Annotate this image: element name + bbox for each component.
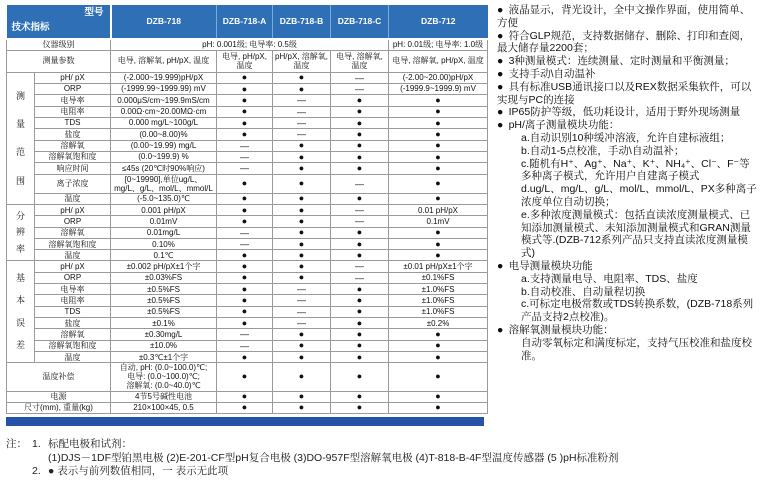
feature-text: b.自动校准、自动量程切换 — [521, 285, 646, 298]
not-available-dash: — — [331, 272, 389, 283]
spec-value: ±1.0%FS — [389, 284, 488, 295]
spec-value: 0.01mV — [111, 216, 217, 227]
same-value-dot: ● — [389, 193, 488, 204]
row-label: 电导率 — [35, 95, 111, 106]
spec-value: ±0.1%FS — [389, 272, 488, 283]
row-label: 溶解氧 — [35, 329, 111, 340]
notes — [6, 438, 758, 480]
same-value-dot: ● — [273, 329, 331, 340]
table-row — [7, 306, 488, 317]
not-available-dash: — — [217, 329, 273, 340]
corner-label-tech-specs: 技术指标 — [11, 22, 50, 34]
same-value-dot: ● — [217, 261, 273, 272]
row-label: 溶解氧饱和度 — [35, 239, 111, 250]
same-value-dot: ● — [389, 391, 488, 402]
same-value-dot: ● — [331, 250, 389, 261]
same-value-dot: ● — [389, 227, 488, 238]
table-row — [7, 272, 488, 283]
table-row — [7, 295, 488, 306]
bullet-icon: ● — [497, 106, 509, 119]
not-available-dash: — — [331, 216, 389, 227]
row-label: 离子浓度 — [35, 174, 111, 193]
same-value-dot: ● — [273, 272, 331, 283]
spec-value: 0.01 pH/pX — [389, 204, 488, 215]
row-label: 温度 — [35, 352, 111, 363]
spec-value: ≤45s (20℃时90%响应) — [111, 163, 217, 174]
feature-subitem — [497, 209, 759, 260]
table-row — [7, 163, 488, 174]
row-label: 温度 — [35, 193, 111, 204]
same-value-dot: ● — [331, 295, 389, 306]
table-row — [7, 329, 488, 340]
same-value-dot: ● — [331, 106, 389, 117]
note-1-number: 1. — [32, 437, 41, 450]
feature-text: d.ug/L、mg/L、g/L、mol/L、mmol/L、PX多种离子浓度单位自动切换； — [521, 183, 757, 208]
not-available-dash: — — [273, 306, 331, 317]
note-line-2 — [6, 465, 758, 479]
row-label: 响应时间 — [35, 163, 111, 174]
measured-params-value: 电导, pH/pX, 温度 — [217, 50, 273, 72]
same-value-dot: ● — [331, 352, 389, 363]
feature-item — [497, 30, 759, 56]
spec-value: (0.0~199.9) % — [111, 151, 217, 162]
row-label: 电导率 — [35, 284, 111, 295]
not-available-dash: — — [273, 295, 331, 306]
same-value-dot: ● — [389, 174, 488, 193]
feature-item — [497, 119, 759, 132]
spec-value: 0.1mV — [389, 216, 488, 227]
same-value-dot: ● — [217, 272, 273, 283]
same-value-dot: ● — [217, 95, 273, 106]
row-label: 溶解氧 — [35, 227, 111, 238]
feature-item — [497, 324, 759, 337]
spec-value: 0.10% — [111, 239, 217, 250]
feature-text: c.随机有H⁺、Ag⁺、Na⁺、K⁺、NH₄⁺、Cl⁻、F⁻等多种离子模式，允许用户自建离子模式 — [521, 157, 750, 183]
not-available-dash: — — [217, 239, 273, 250]
feature-subitem — [497, 337, 759, 363]
spec-value: 0.01mg/L — [111, 227, 217, 238]
same-value-dot: ● — [273, 363, 331, 392]
same-value-dot: ● — [217, 193, 273, 204]
spec-value: 0.001 pH/pX — [111, 204, 217, 215]
spec-value: ±0.5%FS — [111, 284, 217, 295]
table-row — [7, 239, 488, 250]
note-line-1 — [6, 438, 758, 452]
same-value-dot: ● — [273, 140, 331, 151]
feature-text: 自动零氧标定和满度标定，支持气压校准和盐度校准。 — [521, 336, 752, 362]
feature-subitem — [497, 286, 759, 299]
table-row — [7, 391, 488, 402]
same-value-dot: ● — [273, 261, 331, 272]
feature-text: 支持手动\自动温补 — [508, 67, 596, 80]
spec-value: ±1.0%FS — [389, 295, 488, 306]
corner-label-model: 型号 — [84, 7, 104, 18]
same-value-dot: ● — [389, 117, 488, 128]
row-label: pH/ pX — [35, 72, 111, 83]
same-value-dot: ● — [217, 295, 273, 306]
feature-subitem — [497, 132, 759, 145]
same-value-dot: ● — [389, 363, 488, 392]
row-label: ORP — [35, 272, 111, 283]
spec-value: 0.000 mg/L~100g/L — [111, 117, 217, 128]
same-value-dot: ● — [389, 329, 488, 340]
spec-value-multiline: 自动, pH: (0.0~100.0)℃; 电导: (0.0~100.0)℃; 溶解氧: (0.0~40.0)℃ — [111, 363, 217, 392]
same-value-dot: ● — [273, 402, 331, 413]
measured-params-value: 电导, 溶解氧, pH/pX, 温度 — [111, 50, 217, 72]
group-label: 分 辨 率 — [7, 204, 35, 260]
spec-value: ±0.1% — [111, 318, 217, 329]
feature-text: 符合GLP规范，支持数据储存、删除、打印和查阅，最大储存量2200套； — [497, 29, 751, 55]
not-available-dash: — — [273, 106, 331, 117]
spec-value: ±1.0%FS — [389, 306, 488, 317]
table-row — [7, 140, 488, 151]
not-available-dash: — — [217, 163, 273, 174]
feature-subitem — [497, 145, 759, 158]
row-label: 仪器级别 — [7, 39, 111, 50]
same-value-dot: ● — [273, 250, 331, 261]
bullet-icon: ● — [497, 55, 509, 68]
spec-value: (0.00~19.99) mg/L — [111, 140, 217, 151]
note-prefix: 注： — [6, 437, 27, 450]
table-row — [7, 402, 488, 413]
row-label: 溶解氧 — [35, 140, 111, 151]
not-available-dash: — — [217, 340, 273, 351]
row-label: ORP — [35, 83, 111, 94]
same-value-dot: ● — [331, 151, 389, 162]
feature-item — [497, 68, 759, 81]
bullet-icon: ● — [497, 119, 509, 132]
spec-value: (-2.000~19.999)pH/pX — [111, 72, 217, 83]
same-value-dot: ● — [273, 72, 331, 83]
table-row — [7, 39, 488, 50]
spec-value: ±0.2% — [389, 318, 488, 329]
not-available-dash: — — [273, 284, 331, 295]
table-row — [7, 318, 488, 329]
row-label: 电阻率 — [35, 295, 111, 306]
row-label: 溶解氧饱和度 — [35, 151, 111, 162]
spec-value: 4节5号碱性电池 — [111, 391, 217, 402]
feature-text: 3种测量模式：连续测量、定时测量和平衡测量； — [508, 55, 735, 68]
table-row — [7, 83, 488, 94]
same-value-dot: ● — [331, 227, 389, 238]
same-value-dot: ● — [389, 106, 488, 117]
row-label: ORP — [35, 216, 111, 227]
table-row — [7, 216, 488, 227]
table-row — [7, 340, 488, 351]
not-available-dash: — — [273, 117, 331, 128]
spec-value: (-5.0~135.0)℃ — [111, 193, 217, 204]
table-row — [7, 261, 488, 272]
same-value-dot: ● — [389, 250, 488, 261]
corner-cell — [7, 5, 111, 39]
table-row — [7, 72, 488, 83]
same-value-dot: ● — [217, 72, 273, 83]
not-available-dash: — — [331, 204, 389, 215]
spec-table — [6, 5, 488, 414]
row-label: TDS — [35, 117, 111, 128]
same-value-dot: ● — [331, 239, 389, 250]
group-label: 测 量 范 围 — [7, 72, 35, 204]
same-value-dot: ● — [217, 391, 273, 402]
not-available-dash: — — [217, 227, 273, 238]
row-label: 温度补偿 — [7, 363, 111, 392]
same-value-dot: ● — [389, 402, 488, 413]
same-value-dot: ● — [389, 352, 488, 363]
table-row — [7, 352, 488, 363]
same-value-dot: ● — [273, 193, 331, 204]
feature-text: a.支持测量电导、电阻率、TDS、盐度 — [521, 272, 698, 285]
feature-subitem — [497, 158, 759, 184]
note-1-text: 标配电极和试剂： — [48, 437, 132, 450]
bullet-icon: ● — [497, 67, 509, 80]
same-value-dot: ● — [331, 193, 389, 204]
table-row — [7, 117, 488, 128]
bullet-icon: ● — [497, 259, 509, 272]
table-row — [7, 284, 488, 295]
row-label: 尺寸(mm), 重量(kg) — [7, 402, 111, 413]
same-value-dot: ● — [331, 284, 389, 295]
feature-text: pH/离子测量模块功能： — [508, 119, 620, 132]
feature-text: 具有标准USB通讯接口以及REX数据采集软件，可以实现与PC的连接 — [497, 80, 752, 106]
feature-text: 溶解氧测量模块功能： — [508, 323, 614, 336]
same-value-dot: ● — [331, 318, 389, 329]
not-available-dash: — — [273, 95, 331, 106]
same-value-dot: ● — [217, 117, 273, 128]
row-label: 电源 — [7, 391, 111, 402]
spec-value: (-1999.99~1999.99) mV — [111, 83, 217, 94]
model-header: DZB-718 — [111, 5, 217, 39]
row-label: 温度 — [35, 250, 111, 261]
model-header: DZB-718-B — [273, 5, 331, 39]
feature-text: 电导测量模块功能 — [508, 259, 593, 272]
spec-value: 0.1℃ — [111, 250, 217, 261]
table-row — [7, 227, 488, 238]
row-label: 电阻率 — [35, 106, 111, 117]
feature-item — [497, 106, 759, 119]
same-value-dot: ● — [273, 151, 331, 162]
table-row — [7, 95, 488, 106]
spec-value: ±0.3℃±1个字 — [111, 352, 217, 363]
table-row — [7, 151, 488, 162]
same-value-dot: ● — [331, 129, 389, 140]
same-value-dot: ● — [389, 163, 488, 174]
table-row — [7, 174, 488, 193]
same-value-dot: ● — [331, 391, 389, 402]
same-value-dot: ● — [389, 340, 488, 351]
spec-value: ±0.5%FS — [111, 295, 217, 306]
feature-item — [497, 81, 759, 107]
same-value-dot: ● — [273, 216, 331, 227]
same-value-dot: ● — [331, 340, 389, 351]
table-row — [7, 5, 488, 39]
feature-subitem — [497, 298, 759, 324]
same-value-dot: ● — [331, 306, 389, 317]
same-value-dot: ● — [217, 284, 273, 295]
note-2-number: 2. — [32, 465, 41, 478]
same-value-dot: ● — [217, 250, 273, 261]
not-available-dash: — — [331, 72, 389, 83]
same-value-dot: ● — [217, 106, 273, 117]
spec-value: (-1999.9~1999.9) mV — [389, 83, 488, 94]
table-row — [7, 106, 488, 117]
row-label: TDS — [35, 306, 111, 317]
same-value-dot: ● — [273, 174, 331, 193]
feature-item — [497, 260, 759, 273]
same-value-dot: ● — [331, 117, 389, 128]
not-available-dash: — — [331, 174, 389, 193]
spec-value: ±10.0% — [111, 340, 217, 351]
row-label: 测量参数 — [7, 50, 111, 72]
same-value-dot: ● — [217, 363, 273, 392]
feature-text: 液晶显示，背光设计，全中文操作界面，使用简单、方便 — [497, 4, 751, 29]
same-value-dot: ● — [331, 163, 389, 174]
model-header: DZB-718-C — [331, 5, 389, 39]
table-row — [7, 250, 488, 261]
note-2-text: ● 表示与前列数值相同，一 表示无此项 — [48, 465, 229, 478]
bottom-accent-bar — [6, 417, 484, 426]
same-value-dot: ● — [217, 204, 273, 215]
spec-value: 210×100×45, 0.5 — [111, 402, 217, 413]
same-value-dot: ● — [389, 129, 488, 140]
feature-text: b.自动1-5点校准，手动\自动温补； — [521, 144, 685, 157]
not-available-dash: — — [273, 129, 331, 140]
same-value-dot: ● — [217, 352, 273, 363]
model-header: DZB-718-A — [217, 5, 273, 39]
spec-value: ±0.01 pH/pX±1个字 — [389, 261, 488, 272]
feature-subitem — [497, 273, 759, 286]
same-value-dot: ● — [217, 129, 273, 140]
row-label: pH/ pX — [35, 204, 111, 215]
bullet-icon: ● — [497, 323, 509, 336]
not-available-dash: — — [217, 140, 273, 151]
feature-subitem — [497, 183, 759, 209]
same-value-dot: ● — [273, 163, 331, 174]
feature-item — [497, 55, 759, 68]
same-value-dot: ● — [389, 95, 488, 106]
group-label: 基 本 误 差 — [7, 261, 35, 363]
row-label: 盐度 — [35, 318, 111, 329]
not-available-dash: — — [331, 83, 389, 94]
model-header: DZB-712 — [389, 5, 488, 39]
feature-text: e.多种浓度测量模式：包括直读浓度测量模式、已知添加测量模式、未知添加测量模式和GRAN测量模式等.(DZB-712系列产品只支持直读浓度测量模式) — [521, 208, 751, 260]
row-label: 盐度 — [35, 129, 111, 140]
table-row — [7, 204, 488, 215]
measured-params-value: 电导, 溶解氧, pH/pX, 温度 — [389, 50, 488, 72]
same-value-dot: ● — [389, 140, 488, 151]
same-value-dot: ● — [389, 239, 488, 250]
same-value-dot: ● — [273, 227, 331, 238]
same-value-dot: ● — [217, 174, 273, 193]
same-value-dot: ● — [273, 83, 331, 94]
bullet-icon: ● — [497, 4, 509, 16]
table-row — [7, 129, 488, 140]
same-value-dot: ● — [273, 204, 331, 215]
measured-params-value: pH/pX, 溶解氧, 温度 — [273, 50, 331, 72]
same-value-dot: ● — [273, 391, 331, 402]
instrument-class-value: pH: 0.001级; 电导率: 0.5级 — [111, 39, 389, 50]
same-value-dot: ● — [273, 352, 331, 363]
spec-value: (-2.00~20.00)pH/pX — [389, 72, 488, 83]
instrument-class-value-712: pH: 0.01级; 电导率: 1.0级 — [389, 39, 488, 50]
spec-value: (0.00~8.00)% — [111, 129, 217, 140]
bullet-icon: ● — [497, 80, 509, 93]
same-value-dot: ● — [331, 140, 389, 151]
table-row — [7, 50, 488, 72]
note-1-detail: (1)DJS－1DF型铂黑电极 (2)E-201-CF型pH复合电极 (3)DO-957F型溶解氧电极 (4)T-818-B-4F型温度传感器 (5 )pH标准粉剂 — [48, 451, 619, 464]
not-available-dash: — — [273, 318, 331, 329]
table-row — [7, 193, 488, 204]
spec-value: ±0.30mg/L — [111, 329, 217, 340]
same-value-dot: ● — [217, 306, 273, 317]
spec-value: 0.000μS/cm~199.9mS/cm — [111, 95, 217, 106]
row-label: pH/ pX — [35, 261, 111, 272]
same-value-dot: ● — [331, 95, 389, 106]
same-value-dot: ● — [331, 363, 389, 392]
not-available-dash: — — [331, 261, 389, 272]
row-label: 溶解氧饱和度 — [35, 340, 111, 351]
spec-value: 0.00Ω·cm~20.00MΩ·cm — [111, 106, 217, 117]
bullet-icon: ● — [497, 29, 509, 42]
same-value-dot: ● — [331, 329, 389, 340]
spec-value: ±0.002 pH/pX±1个字 — [111, 261, 217, 272]
features-panel — [497, 4, 759, 362]
same-value-dot: ● — [217, 83, 273, 94]
same-value-dot: ● — [389, 151, 488, 162]
feature-item — [497, 4, 759, 30]
feature-text: IP65防护等级，低功耗设计，适用于野外现场测量 — [508, 106, 741, 119]
same-value-dot: ● — [273, 239, 331, 250]
not-available-dash: — — [217, 151, 273, 162]
feature-text: a.自动识别10种缓冲溶液，允许自建标液组； — [521, 131, 731, 144]
same-value-dot: ● — [217, 318, 273, 329]
feature-text: c.可标定电极常数或TDS转换系数，(DZB-718系列产品支持2点校准)。 — [521, 298, 754, 324]
measured-params-value: 电导, 溶解氧, 温度 — [331, 50, 389, 72]
spec-value: ±0.5%FS — [111, 306, 217, 317]
spec-value: ±0.03%FS — [111, 272, 217, 283]
note-line-1-detail — [6, 452, 758, 466]
table-row — [7, 363, 488, 392]
same-value-dot: ● — [273, 340, 331, 351]
same-value-dot: ● — [331, 402, 389, 413]
same-value-dot: ● — [217, 216, 273, 227]
same-value-dot: ● — [217, 402, 273, 413]
spec-value: [0~19990],单位ug/L、mg/L、g/L、mol/L、mmol/L — [111, 174, 217, 193]
